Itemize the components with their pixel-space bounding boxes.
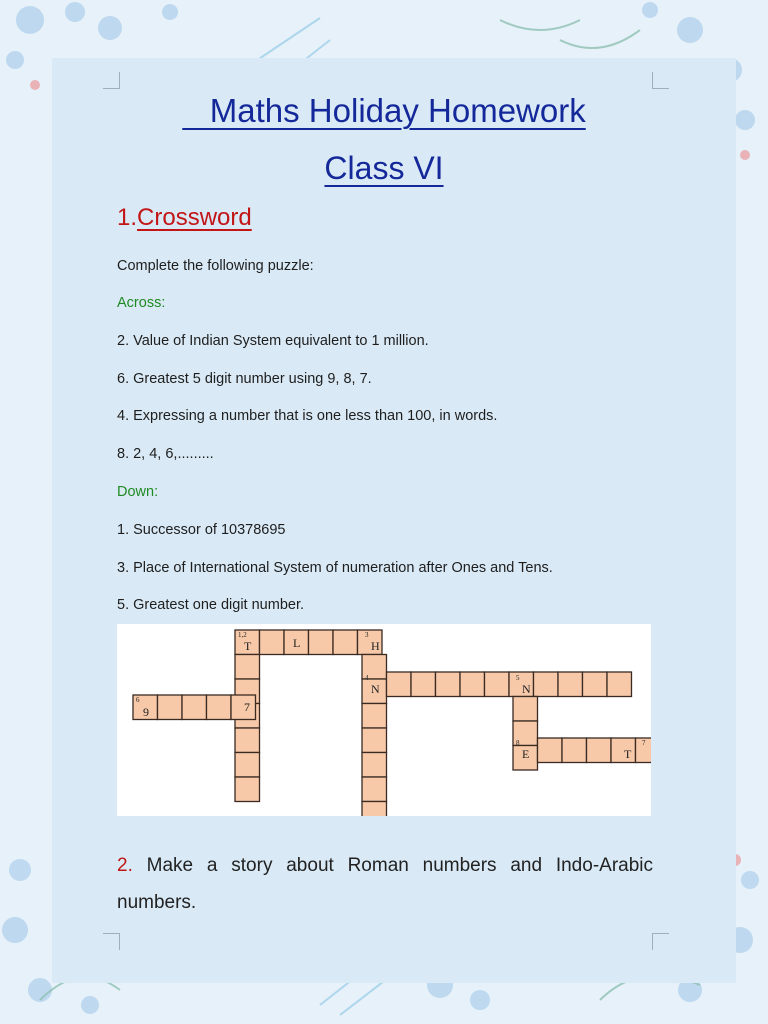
across-label: Across: [117, 295, 166, 311]
page-title: Maths Holiday Homework [182, 92, 586, 129]
crossword-cell[interactable] [387, 672, 412, 697]
crossword-cell[interactable] [182, 695, 207, 720]
cell-letter: 7 [244, 700, 250, 714]
crossword-cell[interactable] [485, 672, 510, 697]
question-text: Make a story about Roman numbers and Indo-Arabic numbers. [117, 855, 653, 913]
cell-letter: 9 [143, 705, 149, 719]
crossword-cell[interactable] [513, 697, 538, 722]
corner-mark [652, 72, 669, 89]
page-subtitle: Class VI [324, 150, 444, 186]
crossword-cell[interactable] [583, 672, 608, 697]
crossword-cell[interactable] [158, 695, 183, 720]
cell-letter: N [522, 682, 531, 696]
cell-number: 1,2 [238, 631, 247, 639]
cell-letter: T [244, 639, 252, 653]
cell-letter: H [371, 639, 380, 653]
cell-number: 5 [516, 674, 520, 682]
cell-letter: L [293, 636, 301, 650]
down-clue: 1. Successor of 10378695 [117, 522, 286, 538]
cell-number: 8 [516, 739, 520, 747]
crossword-cell[interactable] [309, 630, 334, 655]
crossword-cell[interactable] [436, 672, 461, 697]
corner-mark [103, 933, 120, 950]
crossword-cell[interactable] [362, 704, 387, 729]
crossword-grid [117, 624, 651, 816]
content-panel [52, 58, 736, 983]
crossword-cell[interactable] [260, 630, 285, 655]
section-number: 1. [117, 204, 138, 231]
crossword-cell[interactable] [235, 655, 260, 680]
crossword-cell[interactable] [235, 728, 260, 753]
crossword-cell[interactable] [235, 753, 260, 778]
across-clue: 6. Greatest 5 digit number using 9, 8, 7. [117, 371, 372, 387]
crossword-cell[interactable] [235, 777, 260, 802]
crossword-cell[interactable] [562, 738, 587, 763]
instruction-text: Complete the following puzzle: [117, 258, 314, 274]
crossword-cell[interactable] [411, 672, 436, 697]
across-clue: 2. Value of Indian System equivalent to 1 million. [117, 333, 429, 349]
crossword-cell[interactable] [207, 695, 232, 720]
crossword-cell[interactable] [362, 728, 387, 753]
across-clue: 8. 2, 4, 6,......... [117, 446, 214, 462]
question-2 [117, 847, 653, 921]
down-clue: 3. Place of International System of numeration after Ones and Tens. [117, 560, 553, 576]
crossword-cell[interactable] [333, 630, 358, 655]
crossword-cell[interactable] [362, 753, 387, 778]
cell-number: 6 [136, 696, 140, 704]
cell-letter: N [371, 682, 380, 696]
crossword-cell[interactable] [460, 672, 485, 697]
across-clue: 4. Expressing a number that is one less than 100, in words. [117, 408, 498, 424]
cell-number: 7 [642, 739, 646, 747]
down-clue: 5. Greatest one digit number. [117, 597, 304, 613]
crossword-cell[interactable] [362, 802, 387, 817]
crossword-cell[interactable] [607, 672, 632, 697]
section-heading-crossword [117, 204, 252, 232]
question-number: 2. [117, 855, 133, 876]
cell-number: 4 [365, 674, 369, 682]
crossword-cell[interactable] [558, 672, 583, 697]
crossword-cell[interactable] [534, 672, 559, 697]
cell-number: 3 [365, 631, 369, 639]
crossword-cell[interactable] [587, 738, 612, 763]
cell-letter: T [624, 747, 632, 761]
section-title: Crossword [137, 204, 252, 231]
down-label: Down: [117, 484, 159, 500]
crossword-cell[interactable] [362, 777, 387, 802]
corner-mark [103, 72, 120, 89]
crossword-cell[interactable] [538, 738, 563, 763]
corner-mark [652, 933, 669, 950]
crossword-puzzle [117, 624, 651, 816]
cell-letter: E [522, 747, 530, 761]
